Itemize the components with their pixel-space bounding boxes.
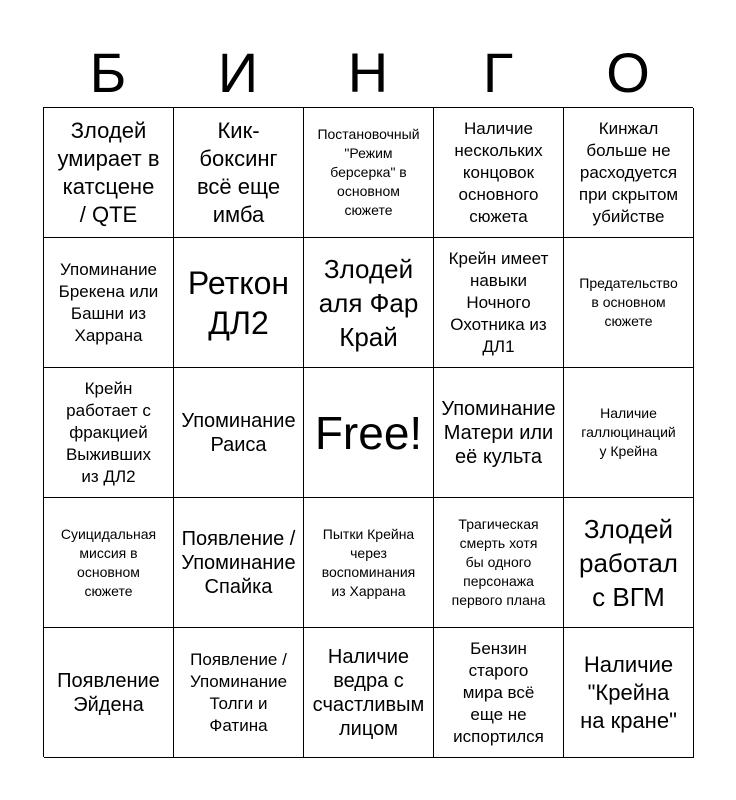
bingo-cell[interactable]	[434, 238, 564, 368]
bingo-cell[interactable]	[44, 368, 174, 498]
bingo-cell[interactable]	[304, 628, 434, 758]
cell-text: Реткон ДЛ2	[187, 264, 290, 341]
cell-text: Злодей работал с ВГМ	[579, 513, 678, 612]
cell-text: Наличие ведра с счастливым лицом	[312, 645, 425, 740]
cell-text: Трагическая смерть хотя бы одного персонажа первого плана	[451, 516, 546, 608]
bingo-cell[interactable]	[304, 108, 434, 238]
cell-text: Крейн имеет навыки Ночного Охотника из ДЛ1	[448, 248, 549, 356]
title-letter: Б	[89, 41, 127, 104]
free-text: Free!	[314, 406, 423, 459]
cell-text: Бензин старого мира всё еще не испортился	[453, 638, 544, 746]
bingo-cell[interactable]	[304, 498, 434, 628]
bingo-cell[interactable]	[434, 368, 564, 498]
cell-text: Появление Эйдена	[57, 669, 160, 716]
bingo-grid	[43, 107, 693, 757]
bingo-cell[interactable]	[564, 628, 694, 758]
bingo-cell[interactable]	[434, 628, 564, 758]
title-letter: Г	[482, 41, 514, 104]
bingo-cell[interactable]	[564, 368, 694, 498]
cell-text: Упоминание Раиса	[181, 409, 296, 456]
cell-text: Наличие нескольких концовок основного сюжета	[454, 118, 543, 226]
bingo-title	[43, 40, 693, 106]
bingo-cell[interactable]	[564, 238, 694, 368]
bingo-cell[interactable]	[44, 238, 174, 368]
title-letter: О	[606, 41, 650, 104]
bingo-cell[interactable]	[174, 368, 304, 498]
title-letter: И	[217, 41, 259, 104]
bingo-cell[interactable]	[174, 108, 304, 238]
bingo-cell[interactable]	[174, 628, 304, 758]
cell-text: Наличие "Крейна на кране"	[580, 651, 677, 733]
bingo-cell[interactable]	[434, 498, 564, 628]
cell-text: Кинжал больше не расходуется при скрытом убийстве	[578, 118, 679, 226]
cell-text: Злодей аля Фар Край	[318, 253, 419, 352]
cell-text: Пытки Крейна через воспоминания из Харрана	[321, 525, 416, 599]
cell-text: Крейн работает с фракцией Выживших из ДЛ2	[65, 378, 152, 486]
bingo-cell[interactable]	[174, 498, 304, 628]
cell-text: Появление / Упоминание Спайка	[181, 527, 296, 598]
cell-text: Злодей умирает в катсцене / QTE	[57, 117, 160, 227]
bingo-cell[interactable]	[44, 498, 174, 628]
free-cell[interactable]	[304, 368, 434, 498]
cell-text: Упоминание Матери или её культа	[441, 397, 556, 468]
bingo-cell[interactable]	[174, 238, 304, 368]
cell-text: Постановочный "Режим берсерка" в основном сюжете	[317, 126, 420, 218]
cell-text: Наличие галлюцинаций у Крейна	[581, 405, 676, 459]
cell-text: Кик- боксинг всё еще имба	[196, 117, 281, 227]
bingo-cell[interactable]	[564, 498, 694, 628]
cell-text: Появление / Упоминание Толги и Фатина	[189, 649, 288, 735]
cell-text: Суицидальная миссия в основном сюжете	[60, 525, 157, 599]
cell-text: Упоминание Брекена или Башни из Харрана	[58, 259, 159, 345]
bingo-cell[interactable]	[44, 108, 174, 238]
title-letter: Н	[347, 41, 389, 104]
cell-text: Предательство в основном сюжете	[579, 275, 678, 329]
bingo-cell[interactable]	[564, 108, 694, 238]
bingo-cell[interactable]	[44, 628, 174, 758]
bingo-cell[interactable]	[434, 108, 564, 238]
bingo-cell[interactable]	[304, 238, 434, 368]
